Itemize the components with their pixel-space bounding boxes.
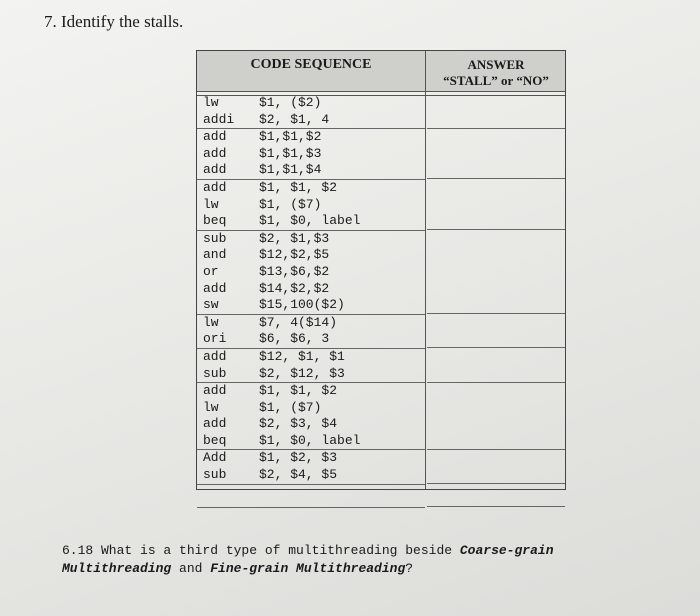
operands: $1, $0, label — [259, 213, 361, 229]
operands: $13,$6,$2 — [259, 263, 330, 279]
q618-prefix: 6.18 What is a third type of multithreading beside — [62, 543, 460, 558]
opcode: ori — [203, 331, 227, 347]
opcode: lw — [203, 196, 219, 212]
answer-cell[interactable] — [427, 383, 565, 450]
instruction-group — [197, 231, 425, 315]
operands: $12,$2,$5 — [259, 247, 330, 263]
opcode: sub — [203, 230, 227, 246]
opcode: add — [203, 280, 227, 296]
question-7-title: 7. Identify the stalls. — [44, 12, 184, 31]
q618-mid: and — [171, 561, 211, 576]
instruction-row — [197, 264, 425, 281]
instruction-group — [197, 95, 425, 129]
instruction-row — [197, 180, 425, 197]
instruction-row — [197, 95, 425, 112]
instruction-row — [197, 383, 425, 400]
operands: $1, $1, $2 — [259, 383, 338, 399]
stalls-table — [196, 50, 566, 490]
column-divider — [425, 51, 426, 489]
q618-term-coarse: Coarse-grain — [459, 543, 554, 558]
instruction-row — [197, 366, 425, 383]
opcode: add — [203, 348, 227, 364]
operands: $1, ($7) — [259, 399, 322, 415]
instruction-row — [197, 129, 425, 146]
operands: $1, ($7) — [259, 196, 322, 212]
instruction-row — [197, 146, 425, 163]
instruction-group — [197, 315, 425, 349]
opcode: addi — [203, 111, 235, 127]
answer-header-line1: ANSWER — [467, 57, 525, 72]
operands: $1,$1,$3 — [259, 145, 322, 161]
opcode: lw — [203, 399, 219, 415]
opcode: add — [203, 416, 227, 432]
instruction-row — [197, 467, 425, 484]
instruction-row — [197, 213, 425, 230]
answer-cell[interactable] — [427, 180, 565, 230]
answer-cell[interactable] — [427, 349, 565, 383]
operands: $2, $12, $3 — [259, 365, 345, 381]
q618-term-coarse-2: Multithreading — [62, 561, 172, 576]
code-sequence-body — [197, 95, 425, 508]
instruction-group — [197, 129, 425, 180]
answer-cell[interactable] — [427, 129, 565, 179]
instruction-group — [197, 383, 425, 450]
opcode: sub — [203, 467, 227, 483]
instruction-group — [197, 349, 425, 383]
operands: $1,$1,$2 — [259, 129, 322, 145]
question-6-18 — [62, 542, 662, 578]
operands: $1, $2, $3 — [259, 450, 338, 466]
operands: $15,100($2) — [259, 297, 345, 313]
operands: $2, $1, 4 — [259, 111, 330, 127]
instruction-group — [197, 180, 425, 231]
answer-header — [425, 57, 567, 89]
opcode: Add — [203, 450, 227, 466]
operands: $2, $3, $4 — [259, 416, 338, 432]
answer-cell[interactable] — [427, 231, 565, 314]
instruction-row — [197, 400, 425, 417]
opcode: add — [203, 162, 227, 178]
instruction-group — [197, 485, 425, 508]
opcode: beq — [203, 432, 227, 448]
answer-header-line2: “STALL” or “NO” — [443, 73, 549, 88]
instruction-row — [197, 349, 425, 366]
instruction-row — [197, 450, 425, 467]
q618-suffix: ? — [405, 561, 414, 576]
operands: $6, $6, 3 — [259, 331, 330, 347]
operands: $14,$2,$2 — [259, 280, 330, 296]
operands: $1,$1,$4 — [259, 162, 322, 178]
opcode: or — [203, 263, 219, 279]
opcode: lw — [203, 314, 219, 330]
opcode: add — [203, 179, 227, 195]
instruction-row — [197, 297, 425, 314]
operands: $7, 4($14) — [259, 314, 338, 330]
opcode: beq — [203, 213, 227, 229]
instruction-row — [197, 112, 425, 129]
instruction-row — [197, 433, 425, 450]
opcode: add — [203, 145, 227, 161]
answer-cell[interactable] — [427, 485, 565, 508]
instruction-row — [197, 315, 425, 332]
answer-cell[interactable] — [427, 95, 565, 129]
operands: $1, ($2) — [259, 95, 322, 110]
instruction-row — [197, 331, 425, 348]
instruction-row — [197, 281, 425, 298]
operands: $2, $1,$3 — [259, 230, 330, 246]
operands: $12, $1, $1 — [259, 348, 345, 364]
operands: $1, $0, label — [259, 432, 361, 448]
operands: $1, $1, $2 — [259, 179, 338, 195]
instruction-row — [197, 197, 425, 214]
opcode: add — [203, 129, 227, 145]
code-sequence-header: CODE SEQUENCE — [250, 57, 372, 72]
instruction-row — [197, 416, 425, 433]
answer-cell[interactable] — [427, 450, 565, 484]
table-header — [197, 51, 565, 92]
q618-term-fine: Fine-grain Multithreading — [210, 561, 406, 576]
instruction-row — [197, 247, 425, 264]
opcode: and — [203, 247, 227, 263]
opcode: sub — [203, 365, 227, 381]
opcode: sw — [203, 297, 219, 313]
instruction-row — [197, 162, 425, 179]
operands: $2, $4, $5 — [259, 467, 338, 483]
instruction-row — [197, 231, 425, 248]
instruction-group — [197, 450, 425, 484]
opcode: lw — [203, 95, 219, 110]
opcode: add — [203, 383, 227, 399]
answer-cell[interactable] — [427, 315, 565, 349]
